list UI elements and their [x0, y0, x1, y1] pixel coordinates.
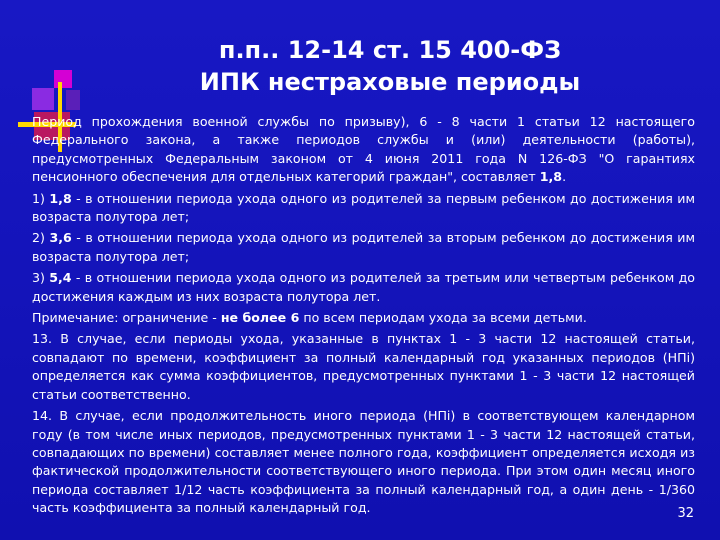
decor-square-purple	[32, 88, 54, 110]
item-1-number: 1)	[32, 190, 50, 206]
item-2-value: 3,6	[49, 230, 72, 246]
item-2-number: 2)	[32, 230, 50, 246]
item-3-value: 5,4	[49, 270, 72, 286]
item-1-value: 1,8	[49, 190, 72, 206]
title-line-2: ИПК нестраховые периоды	[199, 68, 581, 96]
intro-text: Период прохождения военной службы по призыву), 6 - 8 части 1 статьи 12 настоящего Федерального закона, а также периодов службы и (или) деятельности (работы), предусмотренных Федеральным законом от 4 июня 2011 года N 126-ФЗ "О гарантиях пенсионного обеспечения для отдельных категорий граждан", составляет	[32, 114, 695, 185]
paragraph-item-1	[32, 190, 695, 227]
paragraph-intro	[32, 113, 695, 187]
paragraph-14: 14. В случае, если продолжительность иного периода (НПi) в соответствующем календарном году (в том числе иных периодов, предусмотренных пунктами 1 - 3 части 12 настоящей статьи, совпадающих по времени) составляет менее полного года, коэффициент определяется исходя из фактической продолжительности соответствующего иного периода. При этом один месяц иного периода составляет 1/12 часть коэффициента за полный календарный год, а один день - 1/360 часть коэффициента за полный календарный год.	[32, 408, 695, 516]
note-bold: не более 6	[220, 310, 300, 326]
item-3-text: - в отношении периода ухода одного из родителей за третьим или четвертым ребенком до достижения каждым из них возраста полутора лет.	[32, 270, 695, 304]
paragraph-item-3	[32, 269, 695, 306]
intro-end: .	[562, 169, 567, 185]
item-1-text: - в отношении периода ухода одного из родителей за первым ребенком до достижения им возраста полутора лет;	[32, 190, 695, 225]
title-line-1: п.п.. 12-14 ст. 15 400-ФЗ	[218, 36, 562, 64]
slide-body	[32, 113, 695, 521]
page-number: 32	[677, 506, 694, 521]
paragraph-note	[32, 309, 695, 327]
intro-value: 1,8	[539, 169, 563, 185]
note-text-end: по всем периодам ухода за всеми детьми.	[299, 310, 587, 326]
item-3-number: 3)	[32, 270, 50, 286]
decor-square-violet	[66, 90, 80, 110]
slide-title	[150, 34, 630, 98]
item-2-text: - в отношении периода ухода одного из родителей за вторым ребенком до достижения им возраста полутора лет;	[32, 230, 695, 264]
paragraph-13: 13. В случае, если периоды ухода, указанные в пунктах 1 - 3 части 12 настоящей статьи, совпадают по времени, коэффициент за полный календарный год указанных периодов (НПi) определяется как сумма коэффициентов, предусмотренных пунктами 1 - 3 части 12 настоящей статьи соответственно.	[32, 331, 695, 402]
decor-square-magenta	[54, 70, 72, 88]
paragraph-item-2	[32, 229, 695, 266]
note-text: Примечание: ограничение -	[32, 310, 221, 326]
